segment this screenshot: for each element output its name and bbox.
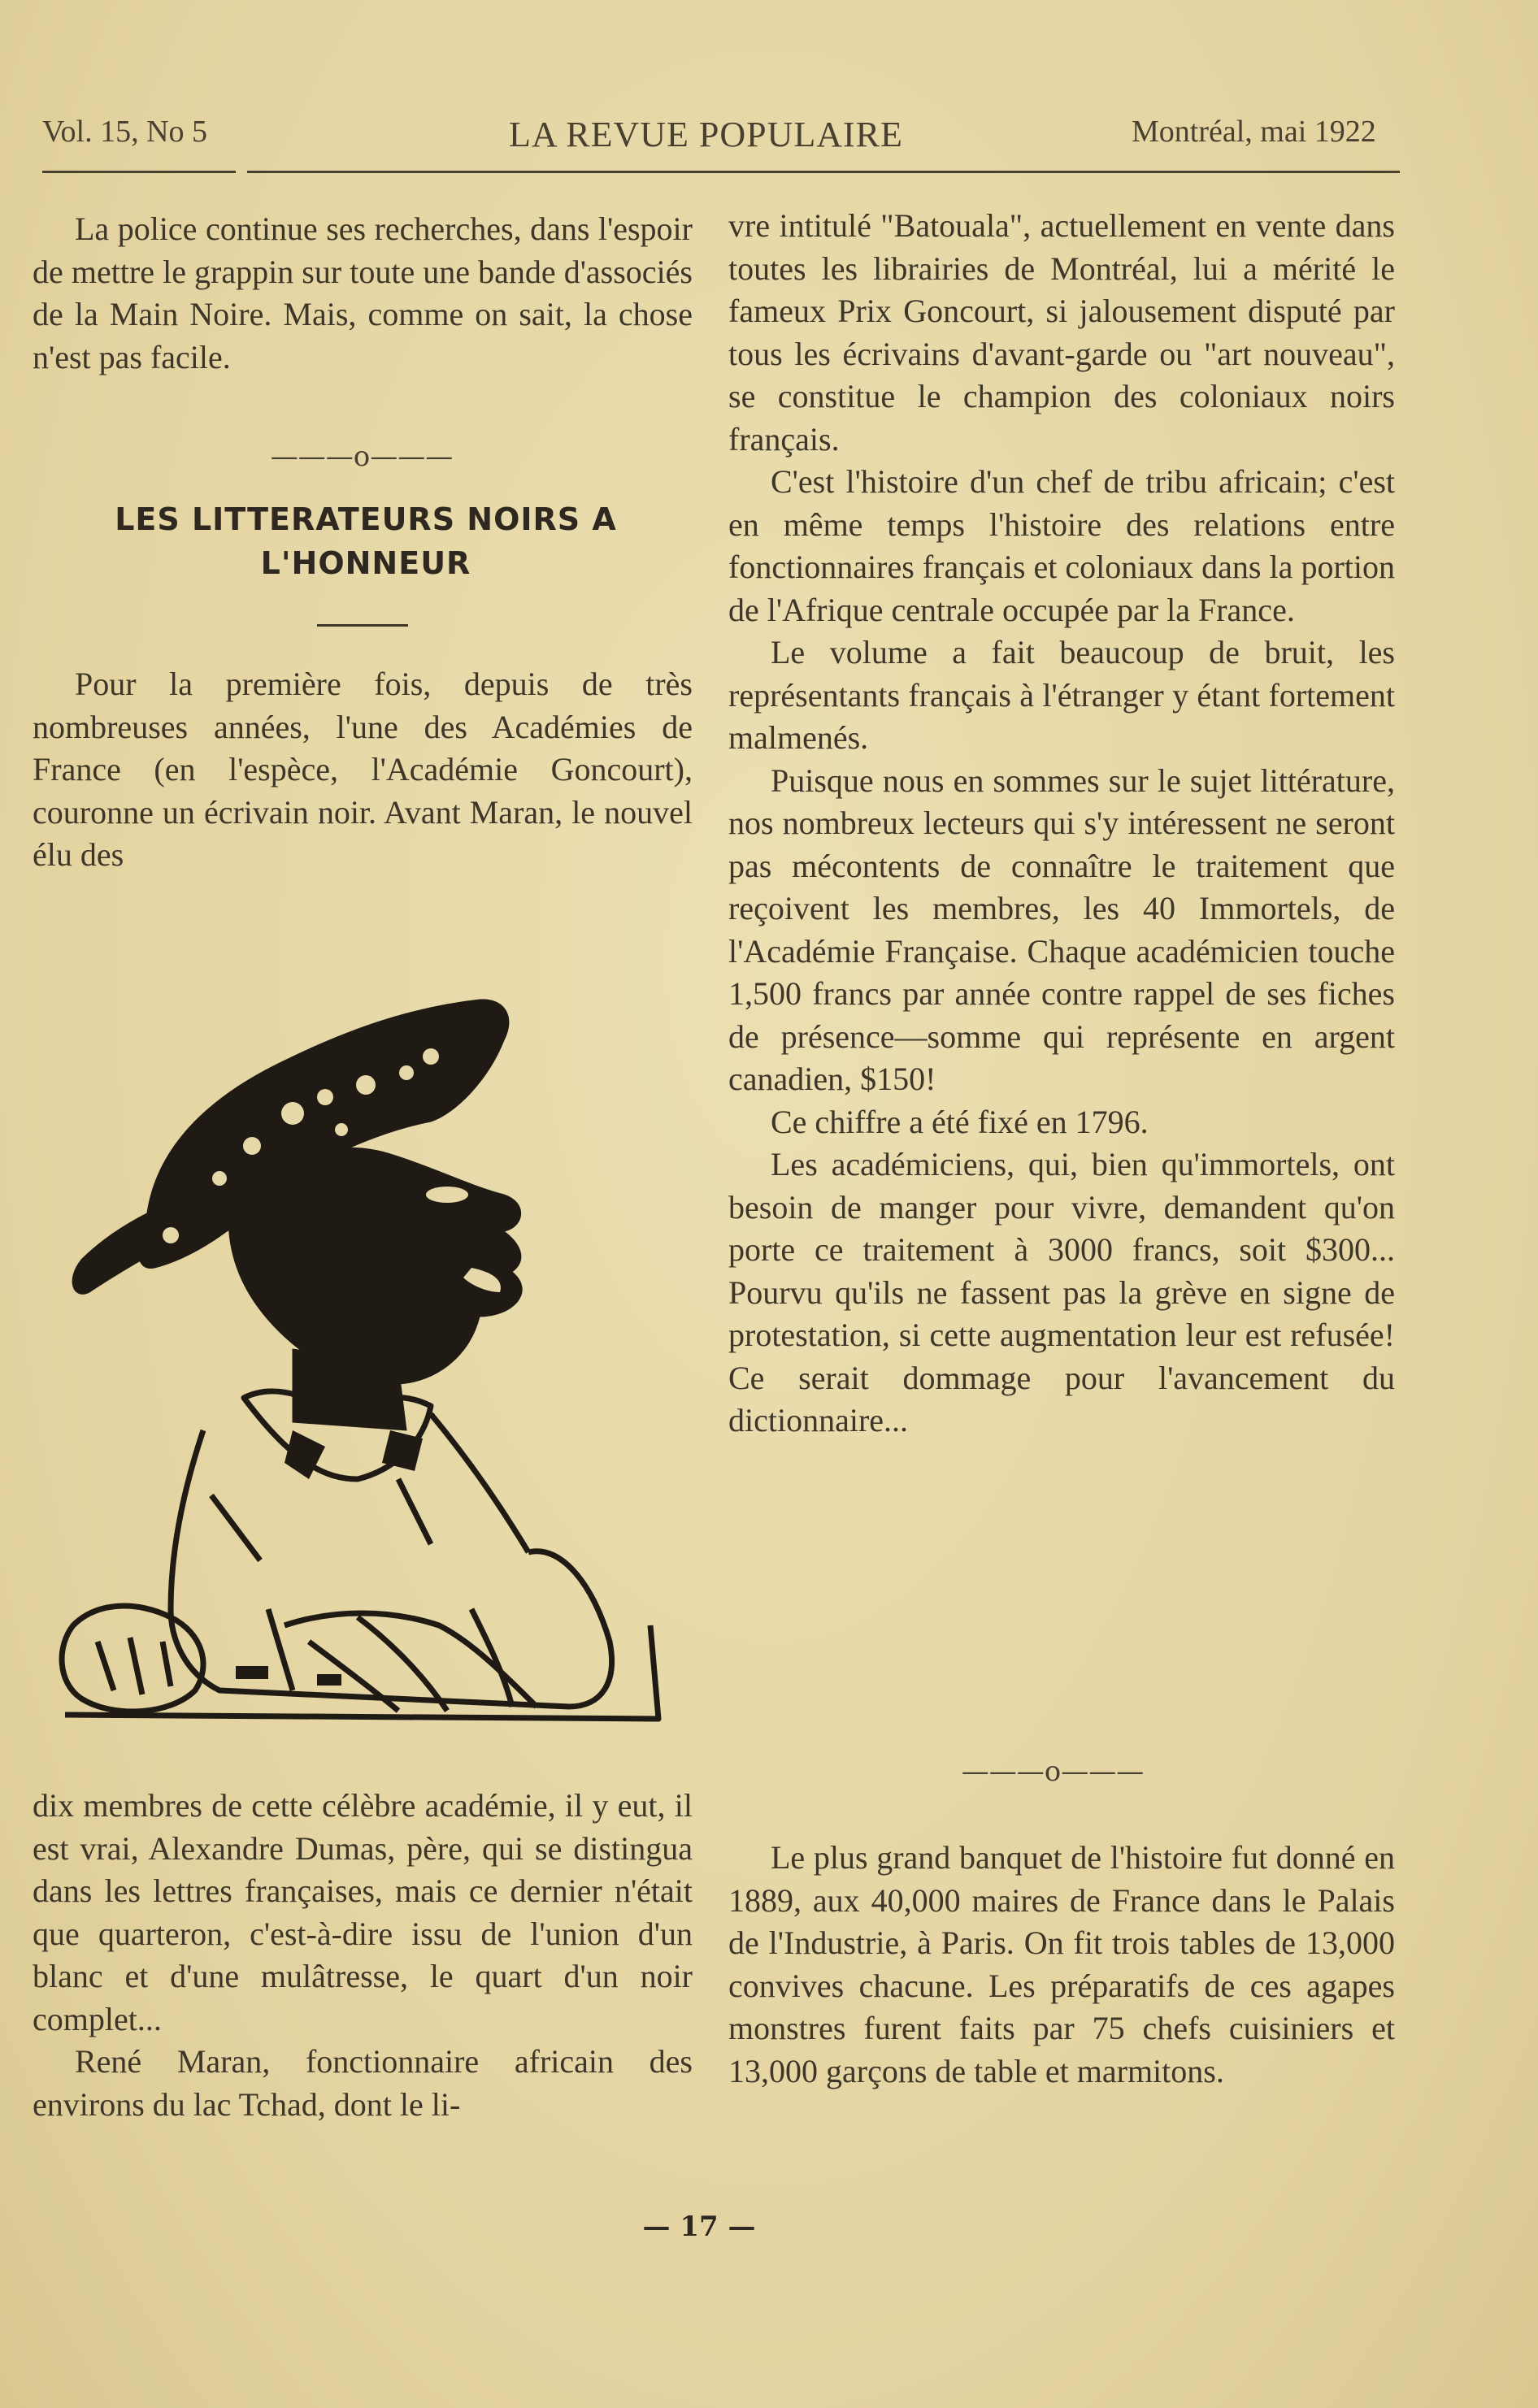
place-date: Montréal, mai 1922 [1132, 115, 1376, 149]
left-intro-paragraph: Pour la première fois, depuis de très nombreuses années, l'une des Académies de France (en l'espèce, l'Académie Goncourt), couronne un écrivain noir. Avant Maran, le nouvel élu des [33, 666, 693, 873]
headline-line-2: L'HONNEUR [260, 545, 471, 581]
header-rule-left [42, 171, 236, 173]
separator-right: ———o——— [961, 1755, 1145, 1788]
article-headline [49, 497, 683, 585]
headline-rule [317, 624, 408, 627]
publication-title: LA REVUE POPULAIRE [509, 115, 903, 154]
right-column-main: vre intitulé "Batouala", actuellement en vente dans toutes les librairies de Montréal, lui a mérité le fameux Prix Goncourt, si jalousement disputé par tous les écrivains d'avant-garde ou "art nouveau", se constitue le champion des coloniaux noirs français. C'est l'histoire d'un chef de tribu africain; c'est en même temps l'histoire des relations entre fonctionnaires français et coloniaux dans la portion de l'Afrique centrale occupée par la France. Le volume a fait beaucoup de bruit, les représentants français à l'étranger y étant fortement malmenés. Puisque nous en sommes sur le sujet littérature, nos nombreux lecteurs qui s'y intéressent ne seront pas mécontents de connaître le traitement que reçoivent les membres, les 40 Immortels, de l'Académie Française. Chaque académicien touche 1,500 francs par année contre rappel de ses fiches de présence—somme qui représente en argent canadien, $150! Ce chiffre a été fixé en 1796. Les académiciens, qui, bien qu'immortels, ont besoin de manger pour vivre, demandent qu'on porte ce traitement à 3000 francs, soit $300... Pourvu qu'ils ne fassent pas la grève en signe de protestation, si cette augmentation leur est refusée! Ce serait dommage pour l'avancement du dictionnaire... [728, 207, 1395, 1438]
running-header [42, 114, 1400, 154]
header-rule-right [247, 171, 1400, 173]
page-number: — 17 — [642, 2211, 756, 2243]
woodcut-illustration [49, 910, 675, 1747]
separator-left: ———o——— [270, 440, 454, 473]
volume-number: Vol. 15, No 5 [42, 115, 208, 149]
right-banquet-paragraph: Le plus grand banquet de l'histoire fut donné en 1889, aux 40,000 maires de France dans le Palais de l'Industrie, à Paris. On fit trois tables de 13,000 convives chacune. Les préparatifs de ces agapes monstres furent faits par 75 chefs cuisiniers et 13,000 garçons de table et marmitons. [728, 1839, 1395, 2089]
left-top-paragraph: La police continue ses recherches, dans l'espoir de mettre le grappin sur toute une bande d'associés de la Main Noire. Mais, comme on sait, la chose n'est pas facile. [33, 210, 693, 375]
left-after-illustration: dix membres de cette célèbre académie, il y eut, il est vrai, Alexandre Dumas, père, qui se distingua dans les lettres françaises, mais ce dernier n'était que quarteron, c'est-à-dire issu de l'union d'un blanc et d'une mulâtresse, le quart d'un noir complet... René Maran, fonctionnaire africain des environs du lac Tchad, dont le li- [33, 1787, 693, 2123]
headline-line-1: LES LITTERATEURS NOIRS A [115, 501, 617, 537]
